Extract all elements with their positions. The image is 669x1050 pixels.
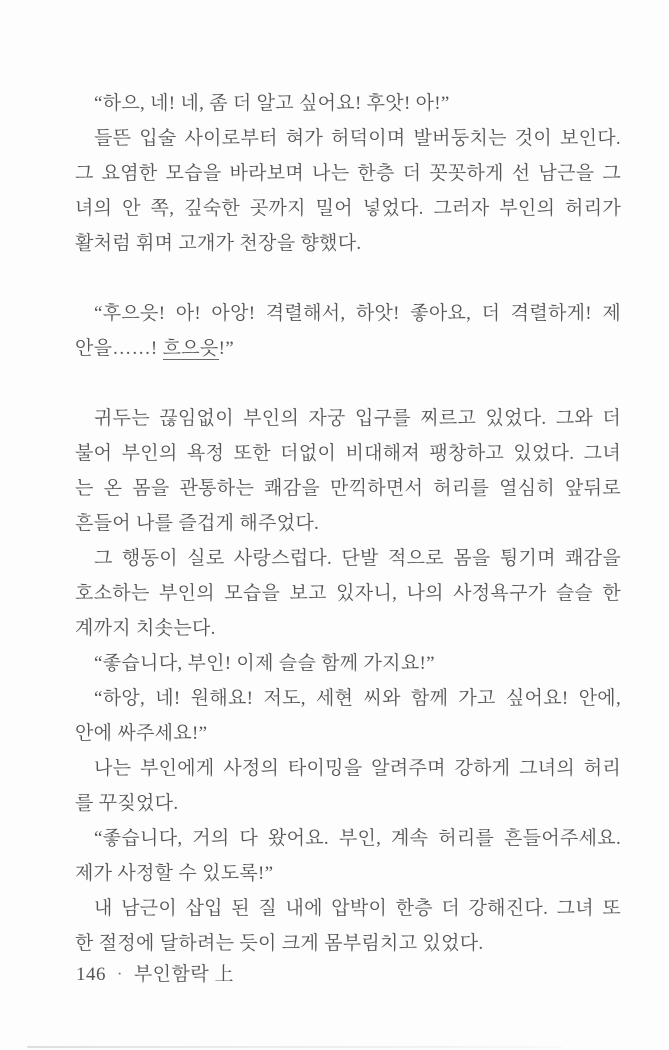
- text-segment: 계까지 치솟는다.: [75, 618, 216, 639]
- text-segment: 는 온 몸을 관통하는 쾌감을 만끽하면서 허리를 열심히 앞뒤로: [75, 478, 621, 499]
- text-segment: “좋습니다, 거의 다 왔어요. 부인, 계속 허리를 흔들어주세요.: [94, 828, 621, 849]
- text-line: [75, 86, 621, 121]
- text-line: [75, 611, 621, 646]
- text-line: [75, 891, 621, 926]
- text-segment: 그 행동이 실로 사랑스럽다. 단발 적으로 몸을 튕기며 쾌감을: [94, 548, 621, 569]
- text-line: [75, 226, 621, 261]
- text-line: [75, 506, 621, 541]
- text-segment: 내 남근이 삽입 된 질 내에 압박이 한층 더 강해진다. 그녀 또: [94, 898, 621, 919]
- text-line: [75, 786, 621, 821]
- text-segment: 귀두는 끊임없이 부인의 자궁 입구를 찌르고 있었다. 그와 더: [94, 408, 621, 429]
- text-line: [75, 156, 621, 191]
- text-line: [75, 681, 621, 716]
- text-segment: “하으, 네! 네, 좀 더 알고 싶어요! 후앗! 아!”: [94, 93, 450, 114]
- text-line: [75, 751, 621, 786]
- text-segment: 안에 싸주세요!”: [75, 723, 208, 744]
- underlined-text: 흐으읏: [162, 338, 219, 359]
- page-text: [75, 86, 621, 961]
- book-title: 부인함락 上: [133, 964, 234, 985]
- text-line: [75, 856, 621, 891]
- text-segment: 안을……!: [75, 338, 163, 359]
- text-line: [75, 436, 621, 471]
- text-line: [75, 471, 621, 506]
- text-line: [75, 191, 621, 226]
- page-footer: [76, 960, 234, 990]
- text-line: [75, 926, 621, 961]
- text-segment: 불어 부인의 욕정 또한 더없이 비대해져 팽창하고 있었다. 그녀: [75, 443, 621, 464]
- text-line: [75, 541, 621, 576]
- text-line: [75, 576, 621, 611]
- text-segment: 나는 부인에게 사정의 타이밍을 알려주며 강하게 그녀의 허리: [94, 758, 621, 779]
- text-line: [75, 646, 621, 681]
- text-segment: 녀의 안 쪽, 깊숙한 곳까지 밀어 넣었다. 그러자 부인의 허리가: [75, 198, 621, 219]
- scan-artifact-bottom-edge: [27, 1046, 562, 1048]
- text-line: [75, 296, 621, 331]
- text-segment: 한 절정에 달하려는 듯이 크게 몸부림치고 있었다.: [75, 933, 484, 954]
- text-segment: 활처럼 휘며 고개가 천장을 향했다.: [75, 233, 362, 254]
- footer-separator: ·: [117, 966, 123, 983]
- text-segment: “좋습니다, 부인! 이제 슬슬 함께 가지요!”: [94, 653, 435, 674]
- text-segment: 흔들어 나를 즐겁게 해주었다.: [75, 513, 320, 534]
- text-line: [75, 121, 621, 156]
- text-segment: “후으읏! 아! 아앙! 격렬해서, 하앗! 좋아요, 더 격렬하게! 제: [94, 303, 621, 324]
- text-segment: 들뜬 입술 사이로부터 혀가 허덕이며 발버둥치는 것이 보인다.: [94, 128, 621, 149]
- page-number: 146: [76, 964, 106, 985]
- text-segment: 제가 사정할 수 있도록!”: [75, 863, 274, 884]
- text-line: [75, 331, 621, 366]
- text-line: [75, 716, 621, 751]
- text-segment: 호소하는 부인의 모습을 보고 있자니, 나의 사정욕구가 슬슬 한: [75, 583, 621, 604]
- text-segment: !”: [218, 338, 234, 359]
- text-line: [75, 821, 621, 856]
- text-line: [75, 401, 621, 436]
- text-segment: “하앙, 네! 원해요! 저도, 세현 씨와 함께 가고 싶어요! 안에,: [94, 688, 621, 709]
- text-segment: 를 꾸짖었다.: [75, 793, 179, 814]
- text-segment: 그 요염한 모습을 바라보며 나는 한층 더 꼿꼿하게 선 남근을 그: [75, 163, 621, 184]
